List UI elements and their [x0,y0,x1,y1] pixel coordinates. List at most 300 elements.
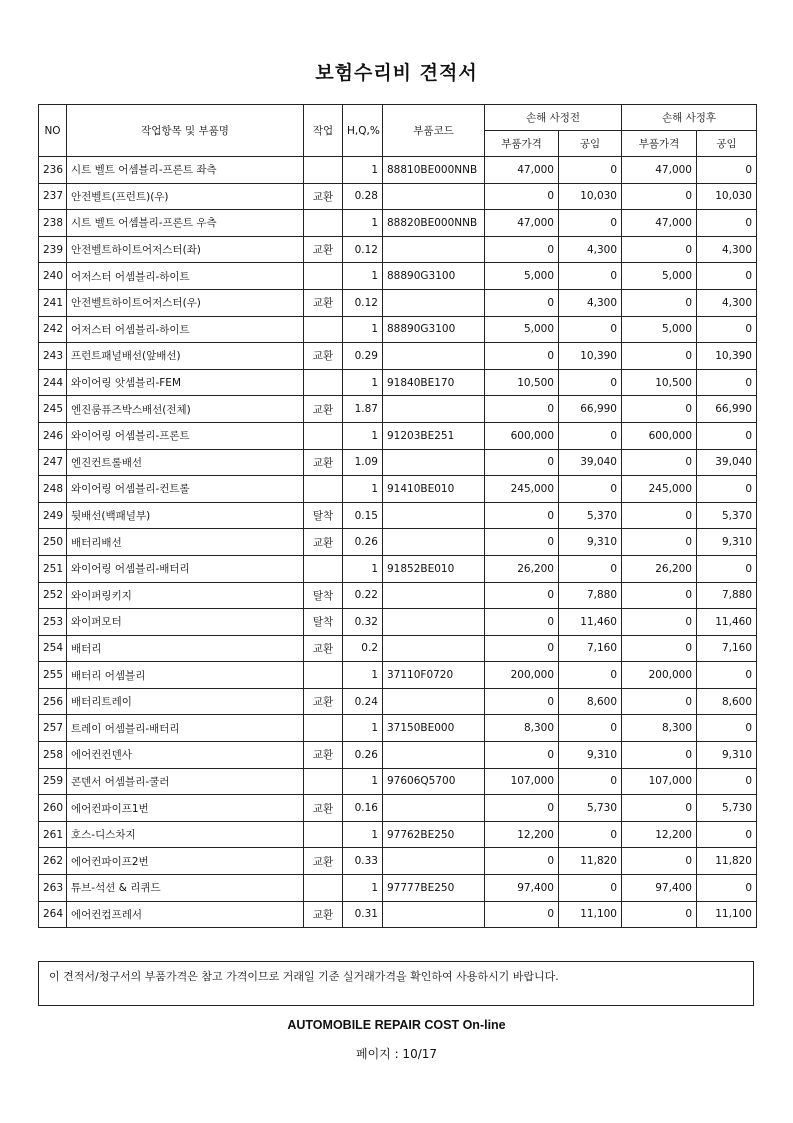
work-type-cell [304,821,343,848]
after-part-price-cell: 0 [622,582,697,609]
after-labor-cell: 5,370 [697,502,757,529]
table-row [39,848,757,875]
before-labor-cell: 5,730 [559,795,622,822]
work-type-cell [304,263,343,290]
after-labor-cell: 0 [697,555,757,582]
before-part-price-cell: 47,000 [485,210,559,237]
part-code-cell: 91852BE010 [383,555,485,582]
table-row [39,768,757,795]
table-row [39,715,757,742]
hq-value-cell: 1 [343,662,383,689]
work-type-cell: 교환 [304,183,343,210]
row-no-cell: 257 [39,715,67,742]
after-labor-cell: 7,880 [697,582,757,609]
page-number: 페이지 : 10/17 [355,1047,438,1061]
row-no-cell: 253 [39,609,67,636]
table-row [39,157,757,184]
after-part-price-cell: 97,400 [622,875,697,902]
row-no-cell: 246 [39,422,67,449]
part-code-cell [383,502,485,529]
item-name-cell: 배터리 [67,635,304,662]
part-code-cell: 37110F0720 [383,662,485,689]
item-name-cell: 어저스터 어셈블리-하이트 [67,263,304,290]
part-code-cell: 97762BE250 [383,821,485,848]
before-part-price-cell: 0 [485,609,559,636]
before-labor-cell: 4,300 [559,236,622,263]
before-part-price-cell: 245,000 [485,476,559,503]
row-no-cell: 244 [39,369,67,396]
part-code-cell: 97777BE250 [383,875,485,902]
after-labor-cell: 0 [697,422,757,449]
item-name-cell: 안전벨트(프런트)(우) [67,183,304,210]
table-row [39,289,757,316]
row-no-cell: 254 [39,635,67,662]
before-labor-cell: 39,040 [559,449,622,476]
before-labor-cell: 7,880 [559,582,622,609]
before-labor-cell: 10,390 [559,343,622,370]
part-code-cell [383,742,485,769]
before-part-price-cell: 0 [485,901,559,928]
part-code-cell: 97606Q5700 [383,768,485,795]
item-name-cell: 트레이 어셈블리-배터리 [67,715,304,742]
estimate-table [38,104,757,928]
row-no-cell: 247 [39,449,67,476]
header-no: NO [39,105,67,157]
work-type-cell: 교환 [304,289,343,316]
after-part-price-cell: 245,000 [622,476,697,503]
hq-value-cell: 1 [343,263,383,290]
table-row [39,635,757,662]
item-name-cell: 와이퍼모터 [67,609,304,636]
work-type-cell: 교환 [304,635,343,662]
after-labor-cell: 9,310 [697,529,757,556]
work-type-cell [304,157,343,184]
before-part-price-cell: 0 [485,688,559,715]
document-title: 보험수리비 견적서 [315,62,478,84]
table-row [39,316,757,343]
row-no-cell: 259 [39,768,67,795]
price-notice: 이 견적서/청구서의 부품가격은 참고 가격이므로 거래일 기준 실거래가격을 확인하여 사용하시기 바랍니다. [38,961,754,1006]
header-item: 작업항목 및 부품명 [67,105,304,157]
part-code-cell: 88820BE000NNB [383,210,485,237]
after-part-price-cell: 0 [622,396,697,423]
hq-value-cell: 1.87 [343,396,383,423]
work-type-cell: 교환 [304,688,343,715]
hq-value-cell: 0.29 [343,343,383,370]
row-no-cell: 238 [39,210,67,237]
table-row [39,343,757,370]
work-type-cell: 교환 [304,848,343,875]
row-no-cell: 250 [39,529,67,556]
part-code-cell [383,688,485,715]
after-part-price-cell: 0 [622,742,697,769]
table-row [39,449,757,476]
item-name-cell: 시트 벨트 어셈블리-프론트 좌측 [67,157,304,184]
table-row [39,476,757,503]
hq-value-cell: 0.12 [343,289,383,316]
after-part-price-cell: 0 [622,449,697,476]
before-part-price-cell: 0 [485,343,559,370]
part-code-cell [383,529,485,556]
item-name-cell: 튜브-석션 & 리퀴드 [67,875,304,902]
before-part-price-cell: 10,500 [485,369,559,396]
before-labor-cell: 7,160 [559,635,622,662]
row-no-cell: 258 [39,742,67,769]
hq-value-cell: 1 [343,768,383,795]
before-labor-cell: 11,100 [559,901,622,928]
row-no-cell: 240 [39,263,67,290]
part-code-cell [383,396,485,423]
part-code-cell: 91410BE010 [383,476,485,503]
table-header [39,105,757,157]
item-name-cell: 와이퍼링키지 [67,582,304,609]
work-type-cell: 탈착 [304,609,343,636]
row-no-cell: 252 [39,582,67,609]
row-no-cell: 255 [39,662,67,689]
after-part-price-cell: 107,000 [622,768,697,795]
item-name-cell: 에어컨파이프1번 [67,795,304,822]
table-body [39,157,757,928]
item-name-cell: 배터리 어셈블리 [67,662,304,689]
row-no-cell: 264 [39,901,67,928]
after-part-price-cell: 5,000 [622,316,697,343]
part-code-cell [383,795,485,822]
work-type-cell: 교환 [304,901,343,928]
before-part-price-cell: 107,000 [485,768,559,795]
after-labor-cell: 11,100 [697,901,757,928]
before-labor-cell: 8,600 [559,688,622,715]
after-part-price-cell: 0 [622,795,697,822]
table-row [39,795,757,822]
table-row [39,263,757,290]
item-name-cell: 어저스터 어셈블리-하이트 [67,316,304,343]
after-part-price-cell: 5,000 [622,263,697,290]
part-code-cell [383,236,485,263]
part-code-cell: 91203BE251 [383,422,485,449]
after-labor-cell: 0 [697,369,757,396]
part-code-cell [383,289,485,316]
before-labor-cell: 0 [559,157,622,184]
after-labor-cell: 4,300 [697,236,757,263]
part-code-cell [383,582,485,609]
part-code-cell [383,848,485,875]
before-labor-cell: 0 [559,263,622,290]
after-labor-cell: 66,990 [697,396,757,423]
work-type-cell [304,768,343,795]
before-labor-cell: 5,370 [559,502,622,529]
part-code-cell [383,343,485,370]
row-no-cell: 249 [39,502,67,529]
item-name-cell: 콘덴서 어셈블리-쿨러 [67,768,304,795]
work-type-cell [304,316,343,343]
work-type-cell: 탈착 [304,502,343,529]
header-before-price: 부품가격 [485,131,559,157]
header-code: 부품코드 [383,105,485,157]
before-labor-cell: 0 [559,768,622,795]
item-name-cell: 엔진룸퓨즈박스배선(전체) [67,396,304,423]
table-row [39,821,757,848]
work-type-cell [304,662,343,689]
before-part-price-cell: 0 [485,635,559,662]
item-name-cell: 에어컨파이프2번 [67,848,304,875]
before-labor-cell: 0 [559,369,622,396]
hq-value-cell: 0.26 [343,529,383,556]
work-type-cell [304,369,343,396]
after-labor-cell: 4,300 [697,289,757,316]
table-row [39,210,757,237]
row-no-cell: 245 [39,396,67,423]
after-labor-cell: 0 [697,263,757,290]
before-part-price-cell: 0 [485,795,559,822]
after-part-price-cell: 0 [622,688,697,715]
after-labor-cell: 0 [697,821,757,848]
after-part-price-cell: 10,500 [622,369,697,396]
before-part-price-cell: 47,000 [485,157,559,184]
after-part-price-cell: 0 [622,635,697,662]
item-name-cell: 에어컨컨덴사 [67,742,304,769]
after-labor-cell: 0 [697,662,757,689]
work-type-cell [304,476,343,503]
row-no-cell: 256 [39,688,67,715]
before-labor-cell: 0 [559,821,622,848]
hq-value-cell: 0.24 [343,688,383,715]
hq-value-cell: 0.28 [343,183,383,210]
after-labor-cell: 11,460 [697,609,757,636]
table-row [39,396,757,423]
after-part-price-cell: 12,200 [622,821,697,848]
hq-value-cell: 1 [343,476,383,503]
hq-value-cell: 1 [343,210,383,237]
work-type-cell: 교환 [304,795,343,822]
part-code-cell [383,449,485,476]
before-part-price-cell: 0 [485,449,559,476]
after-labor-cell: 0 [697,157,757,184]
table-row [39,875,757,902]
after-part-price-cell: 0 [622,236,697,263]
part-code-cell: 88810BE000NNB [383,157,485,184]
after-part-price-cell: 0 [622,289,697,316]
work-type-cell [304,555,343,582]
after-labor-cell: 0 [697,768,757,795]
before-labor-cell: 10,030 [559,183,622,210]
row-no-cell: 241 [39,289,67,316]
item-name-cell: 시트 벨트 어셈블리-프론트 우측 [67,210,304,237]
hq-value-cell: 0.2 [343,635,383,662]
hq-value-cell: 0.26 [343,742,383,769]
work-type-cell [304,210,343,237]
before-labor-cell: 0 [559,662,622,689]
before-part-price-cell: 0 [485,183,559,210]
footer-brand: AUTOMOBILE REPAIR COST On-line [287,1018,506,1032]
before-labor-cell: 11,460 [559,609,622,636]
part-code-cell: 91840BE170 [383,369,485,396]
before-part-price-cell: 200,000 [485,662,559,689]
before-labor-cell: 9,310 [559,529,622,556]
before-part-price-cell: 0 [485,742,559,769]
table-row [39,662,757,689]
part-code-cell [383,183,485,210]
item-name-cell: 배터리배선 [67,529,304,556]
row-no-cell: 262 [39,848,67,875]
after-labor-cell: 0 [697,476,757,503]
work-type-cell: 탈착 [304,582,343,609]
work-type-cell: 교환 [304,343,343,370]
work-type-cell: 교환 [304,742,343,769]
row-no-cell: 263 [39,875,67,902]
before-part-price-cell: 0 [485,848,559,875]
header-hq: H,Q,% [343,105,383,157]
before-part-price-cell: 5,000 [485,263,559,290]
hq-value-cell: 0.33 [343,848,383,875]
header-after: 손해 사정후 [622,105,757,131]
after-labor-cell: 0 [697,210,757,237]
after-labor-cell: 39,040 [697,449,757,476]
work-type-cell [304,875,343,902]
hq-value-cell: 0.31 [343,901,383,928]
table-row [39,502,757,529]
before-part-price-cell: 0 [485,529,559,556]
row-no-cell: 248 [39,476,67,503]
work-type-cell: 교환 [304,236,343,263]
after-labor-cell: 10,390 [697,343,757,370]
after-part-price-cell: 600,000 [622,422,697,449]
item-name-cell: 안전벨트하이트어저스터(좌) [67,236,304,263]
after-part-price-cell: 47,000 [622,210,697,237]
item-name-cell: 와이어링 어셈블리-배터리 [67,555,304,582]
before-part-price-cell: 8,300 [485,715,559,742]
hq-value-cell: 0.16 [343,795,383,822]
row-no-cell: 260 [39,795,67,822]
hq-value-cell: 1 [343,875,383,902]
table-row [39,688,757,715]
after-part-price-cell: 0 [622,529,697,556]
row-no-cell: 237 [39,183,67,210]
after-part-price-cell: 26,200 [622,555,697,582]
table-row [39,555,757,582]
hq-value-cell: 1 [343,369,383,396]
after-part-price-cell: 0 [622,343,697,370]
after-labor-cell: 0 [697,875,757,902]
work-type-cell [304,422,343,449]
header-before-labor: 공임 [559,131,622,157]
before-labor-cell: 0 [559,476,622,503]
item-name-cell: 뒷배선(백패널부) [67,502,304,529]
after-labor-cell: 8,600 [697,688,757,715]
hq-value-cell: 1 [343,422,383,449]
after-labor-cell: 7,160 [697,635,757,662]
hq-value-cell: 1.09 [343,449,383,476]
item-name-cell: 와이어링 어셈블리-컨트롤 [67,476,304,503]
before-part-price-cell: 12,200 [485,821,559,848]
before-part-price-cell: 0 [485,236,559,263]
header-work: 작업 [304,105,343,157]
part-code-cell: 37150BE000 [383,715,485,742]
work-type-cell: 교환 [304,529,343,556]
part-code-cell: 88890G3100 [383,263,485,290]
row-no-cell: 236 [39,157,67,184]
before-part-price-cell: 5,000 [485,316,559,343]
item-name-cell: 에어컨컴프레서 [67,901,304,928]
before-labor-cell: 0 [559,875,622,902]
after-labor-cell: 0 [697,316,757,343]
part-code-cell: 88890G3100 [383,316,485,343]
item-name-cell: 안전벨트하이트어저스터(우) [67,289,304,316]
header-before: 손해 사정전 [485,105,622,131]
before-labor-cell: 0 [559,316,622,343]
item-name-cell: 프런트패널배선(앞배선) [67,343,304,370]
hq-value-cell: 0.15 [343,502,383,529]
hq-value-cell: 0.22 [343,582,383,609]
before-labor-cell: 0 [559,210,622,237]
row-no-cell: 239 [39,236,67,263]
before-part-price-cell: 0 [485,289,559,316]
table-row [39,236,757,263]
part-code-cell [383,635,485,662]
hq-value-cell: 1 [343,555,383,582]
part-code-cell [383,609,485,636]
after-part-price-cell: 8,300 [622,715,697,742]
before-part-price-cell: 97,400 [485,875,559,902]
before-labor-cell: 11,820 [559,848,622,875]
hq-value-cell: 0.12 [343,236,383,263]
work-type-cell: 교환 [304,449,343,476]
before-part-price-cell: 0 [485,502,559,529]
table-row [39,369,757,396]
before-labor-cell: 4,300 [559,289,622,316]
item-name-cell: 호스-디스차지 [67,821,304,848]
table-row [39,742,757,769]
before-part-price-cell: 600,000 [485,422,559,449]
after-part-price-cell: 0 [622,609,697,636]
row-no-cell: 261 [39,821,67,848]
row-no-cell: 242 [39,316,67,343]
header-after-labor: 공임 [697,131,757,157]
after-labor-cell: 11,820 [697,848,757,875]
after-labor-cell: 5,730 [697,795,757,822]
item-name-cell: 와이어링 앗셈블리-FEM [67,369,304,396]
before-labor-cell: 0 [559,555,622,582]
table-row [39,582,757,609]
row-no-cell: 243 [39,343,67,370]
before-part-price-cell: 0 [485,582,559,609]
item-name-cell: 와이어링 어셈블리-프론트 [67,422,304,449]
table-row [39,901,757,928]
before-labor-cell: 66,990 [559,396,622,423]
before-part-price-cell: 0 [485,396,559,423]
before-labor-cell: 9,310 [559,742,622,769]
table-row [39,609,757,636]
after-labor-cell: 0 [697,715,757,742]
after-part-price-cell: 0 [622,901,697,928]
item-name-cell: 배터리트레이 [67,688,304,715]
work-type-cell: 교환 [304,396,343,423]
table-row [39,183,757,210]
after-part-price-cell: 0 [622,183,697,210]
after-part-price-cell: 0 [622,502,697,529]
before-labor-cell: 0 [559,422,622,449]
hq-value-cell: 1 [343,821,383,848]
after-part-price-cell: 200,000 [622,662,697,689]
after-labor-cell: 10,030 [697,183,757,210]
hq-value-cell: 1 [343,715,383,742]
table-row [39,529,757,556]
hq-value-cell: 1 [343,157,383,184]
before-labor-cell: 0 [559,715,622,742]
hq-value-cell: 0.32 [343,609,383,636]
item-name-cell: 엔진컨트롤배선 [67,449,304,476]
part-code-cell [383,901,485,928]
work-type-cell [304,715,343,742]
